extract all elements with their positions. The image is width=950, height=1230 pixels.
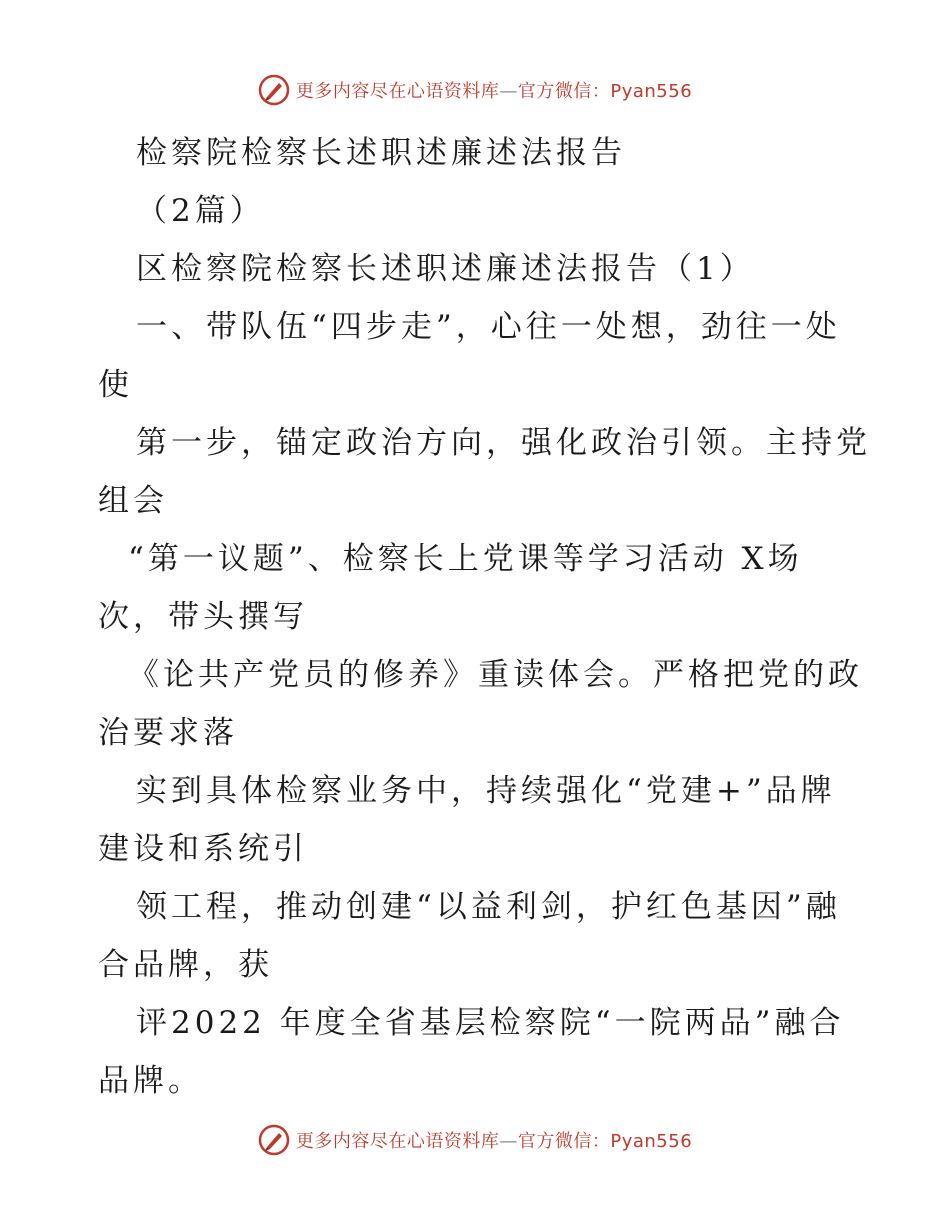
footer-watermark-banner [0,1120,950,1160]
separator: — [499,1131,518,1152]
wechat-label: 官方微信： [517,81,611,102]
paragraph-line: 领工程，推动创建“以益利剑，护红色基因”融 [136,889,841,925]
paragraph-line: 使 [98,367,133,403]
separator: — [499,81,518,102]
section-title: 区检察院检察长述职述廉述法报告（1） [136,251,755,287]
wechat-label: 官方微信： [517,1131,611,1152]
watermark-text [296,1127,692,1153]
brand-text: 更多内容尽在心语资料库 [295,1131,500,1152]
paragraph-line: 次，带头撰写 [98,599,308,635]
brand-text: 更多内容尽在心语资料库 [295,81,500,102]
paragraph-line: 一、带队伍“四步走”，心往一处想，劲往一处 [136,309,841,345]
paragraph-line: 组会 [98,483,168,519]
document-body [98,124,871,1110]
quill-pen-logo-icon [258,1124,290,1156]
paragraph-line: 《论共产党员的修养》重读体会。严格把党的政 [128,657,863,693]
document-subtitle: （2篇） [136,193,265,229]
paragraph-line: 评2022 年度全省基层检察院“一院两品”融合 [136,1005,845,1041]
header-watermark-banner [0,70,950,110]
paragraph-line: 实到具体检察业务中，持续强化“党建+”品牌 [136,773,836,809]
document-title: 检察院检察长述职述廉述法报告 [136,135,626,171]
wechat-handle: Pyan556 [610,81,693,102]
paragraph-line: “第一议题”、检察长上党课等学习活动 X场 [128,541,803,577]
paragraph-line: 品牌。 [98,1063,203,1099]
quill-pen-logo-icon [258,74,290,106]
watermark-text [296,77,692,103]
paragraph-line: 合品牌，获 [98,947,273,983]
paragraph-line: 治要求落 [98,715,238,751]
paragraph-line: 第一步，锚定政治方向，强化政治引领。主持党 [136,425,871,461]
wechat-handle: Pyan556 [610,1131,693,1152]
paragraph-line: 建设和系统引 [98,831,308,867]
